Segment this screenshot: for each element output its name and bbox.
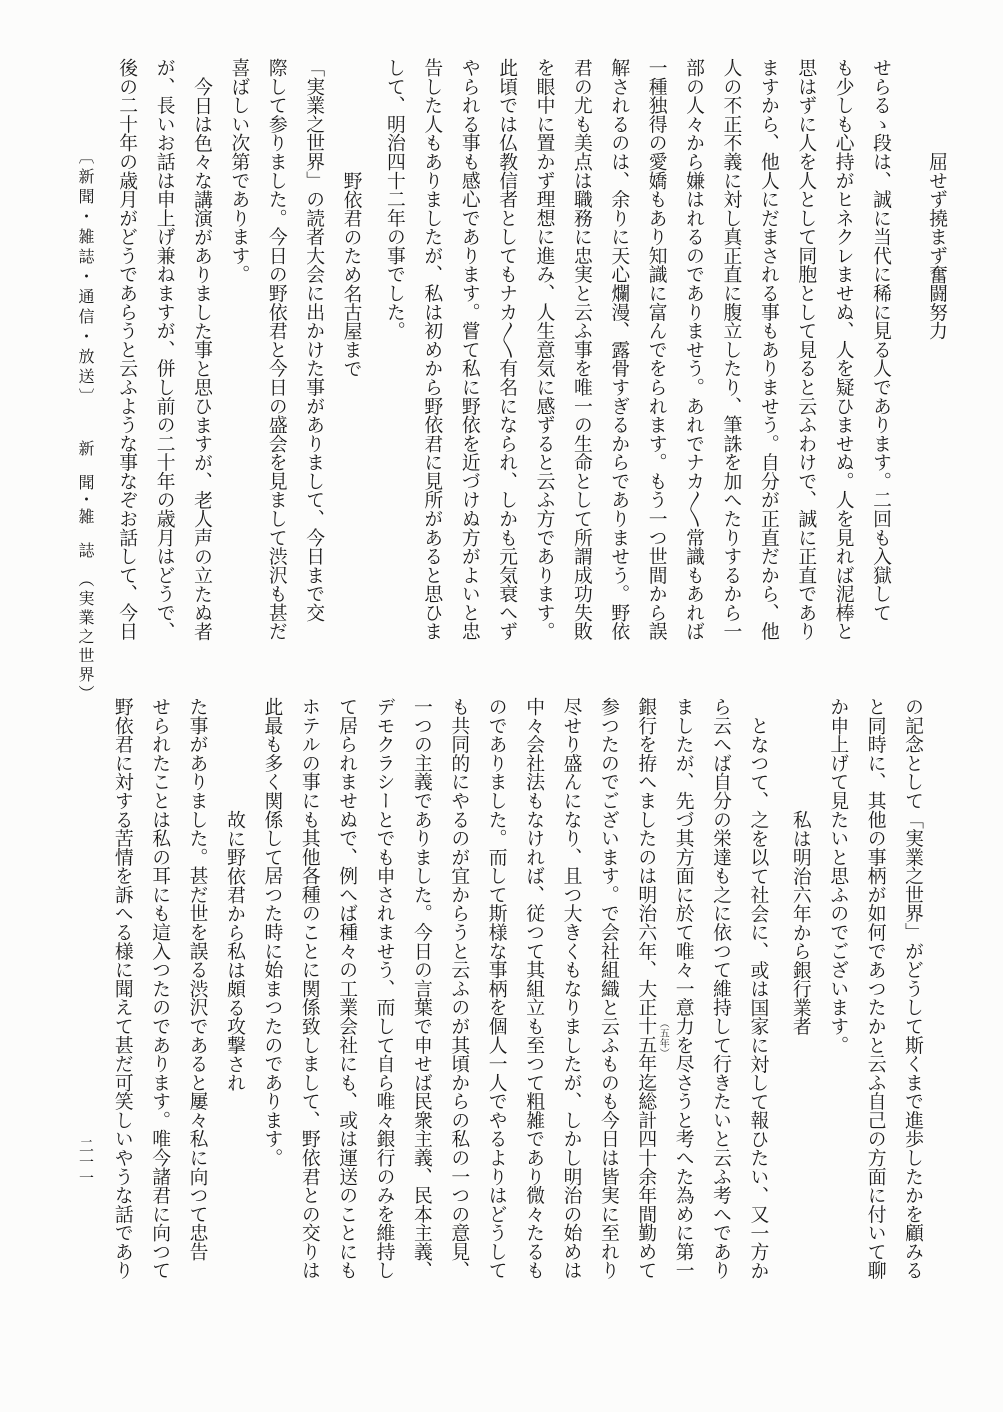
text-column: 参つたのでございます。で会社組織と云ふものも今日は皆実に至れり — [597, 697, 619, 1280]
text-column: 此頃では仏教信者としてもナカ〳〵有名になられ、しかも元気衰へず — [496, 58, 518, 641]
text-column: が、長いお話は申上げ兼ねますが、併し前の二十年の歳月はどうで、 — [153, 58, 175, 641]
text-column: て居られませぬで、例へば種々の工業会社にも、或は運送のことにも — [336, 697, 358, 1280]
text-column-annotated — [627, 697, 669, 1297]
footer-publication: （実業之世界） — [76, 571, 95, 704]
text-column: となつて、之を以て社会に、或は国家に対して報ひたい、又一方か — [747, 715, 769, 1280]
text-column: 一種独得の愛嬌もあり知識に富んでをられます。もう一つ世間から誤 — [645, 58, 667, 641]
section-heading: 私は明治六年から銀行業者 — [789, 809, 811, 1036]
text-column: 喜ばしい次第であります。 — [228, 58, 250, 284]
text-segment: 銀行を拵へましたのは明治六年、大正 — [635, 697, 657, 1017]
text-column: 尽せり盛んになり、且つ大きくもなりましたが、しかし明治の始めは — [560, 697, 582, 1280]
text-column: も共同的にやるのが宜からうと云ふのが其頃からの私の一つの意見、 — [448, 697, 470, 1280]
text-column: の記念として「実業之世界」がどうして斯くまで進歩したかを顧みる — [902, 697, 923, 1280]
text-column: 「実業之世界」の読者大会に出かけた事がありまして、今日まで交 — [303, 58, 325, 622]
footer-series: 〔新聞・雑誌・通信・放送〕 — [76, 148, 95, 408]
text-column: と同時に、其他の事柄が如何であつたかと云ふ自己の方面に付いて聊 — [864, 697, 886, 1280]
text-column: 告した人もありましたが、私は初めから野依君に見所があると思ひま — [421, 58, 443, 641]
text-column: を眼中に置かず理想に進み、人生意気に感ずると云ふ方であります。 — [533, 58, 555, 641]
text-column: た事がありました。甚だ世を誤る渋沢であると屢々私に向つて忠告 — [186, 697, 208, 1261]
section-heading: 野依君のため名古屋まで — [340, 170, 362, 378]
running-footer — [75, 148, 95, 704]
text-column: 今日は色々な講演がありました事と思ひますが、老人声の立たぬ者 — [190, 76, 212, 641]
text-column: 解されるのは、余りに天心爛漫、露骨すぎるからでありませう。野依 — [608, 58, 630, 641]
text-column: ホテルの事にも其他各種のことに関係致しまして、野依君との交りは — [298, 697, 320, 1280]
text-column: せられたことは私の耳にも這入つたのであります。唯今諸君に向つて — [149, 697, 171, 1280]
text-column: ら云へば自分の栄達も之に依つて維持して行きたいと云ふ考へであり — [710, 697, 732, 1280]
text-column: か申上げて見たいと思ふのでございます。 — [827, 697, 849, 1055]
section-heading: 屈せず撓まず奮闘努力 — [926, 152, 947, 340]
annotated-text — [635, 1016, 669, 1073]
text-column: 後の二十年の歳月がどうであらうと云ふような事なぞお話して、今日 — [116, 58, 138, 641]
text-column: 際して参りました。今日の野依君と今日の盛会を見まして渋沢も甚だ — [265, 58, 287, 641]
text-segment: 迄総計四十余年間勤めて — [635, 1072, 657, 1280]
text-column: 此最も多く関係して居つた時に始まつたのであります。 — [261, 697, 283, 1167]
text-column: せらるゝ段は、誠に当代に稀に見る人であります。二回も入獄して — [870, 58, 892, 622]
text-column: のでありました。而して斯様な事柄を個人一人でやるよりはどうして — [485, 697, 507, 1280]
annotation-base: 十五年 — [635, 1016, 657, 1073]
interlinear-annotation: （五年） — [657, 1017, 669, 1058]
top-half-text — [108, 58, 955, 658]
text-column: も少しも心持がヒネクレませぬ、人を疑ひませぬ。人を見れば泥棒と — [832, 58, 854, 641]
text-column: して、明治四十二年の事でした。 — [383, 58, 405, 340]
text-column: 中々会社法もなければ、従つて其組立も至つて粗雑であり微々たるも — [523, 697, 545, 1280]
text-column: ますから、他人にだまされる事もありませう。自分が正直だから、他 — [757, 58, 779, 641]
text-column: やられる事も感心であります。嘗て私に野依を近づけぬ方がよいと忠 — [458, 58, 480, 641]
page-number: 二一一 — [77, 1138, 95, 1186]
text-column: 君の尤も美点は職務に忠実と云ふ事を唯一の生命として所謂成功失敗 — [570, 58, 592, 641]
text-column: 一つの主義でありました。今日の言葉で申せば民衆主義、民本主義、 — [410, 697, 432, 1280]
text-column: ましたが、先づ其方面に於て唯々一意力を尽さうと考へた為めに第一 — [672, 697, 694, 1280]
text-column: 部の人々から嫌はれるのでありませう。あれでナカ〳〵常識もあれば — [683, 58, 705, 641]
text-column: 野依君に対する苦情を訴へる様に聞えて甚だ可笑しいやうな話であり — [111, 697, 133, 1280]
bottom-half-text — [103, 697, 931, 1297]
text-column: 思はずに人を人として同胞として見ると云ふわけで、誠に正直であり — [795, 58, 817, 641]
section-heading: 故に野依君から私は頗る攻撃され — [223, 809, 245, 1092]
text-column: 人の不正不義に対し真正直に腹立したり、筆誅を加へたりするから一 — [720, 58, 742, 641]
footer-section: 新 聞・雑 誌 — [76, 440, 95, 559]
text-column: デモクラシーとでも申されませう、而して自ら唯々銀行のみを維持し — [373, 697, 395, 1280]
